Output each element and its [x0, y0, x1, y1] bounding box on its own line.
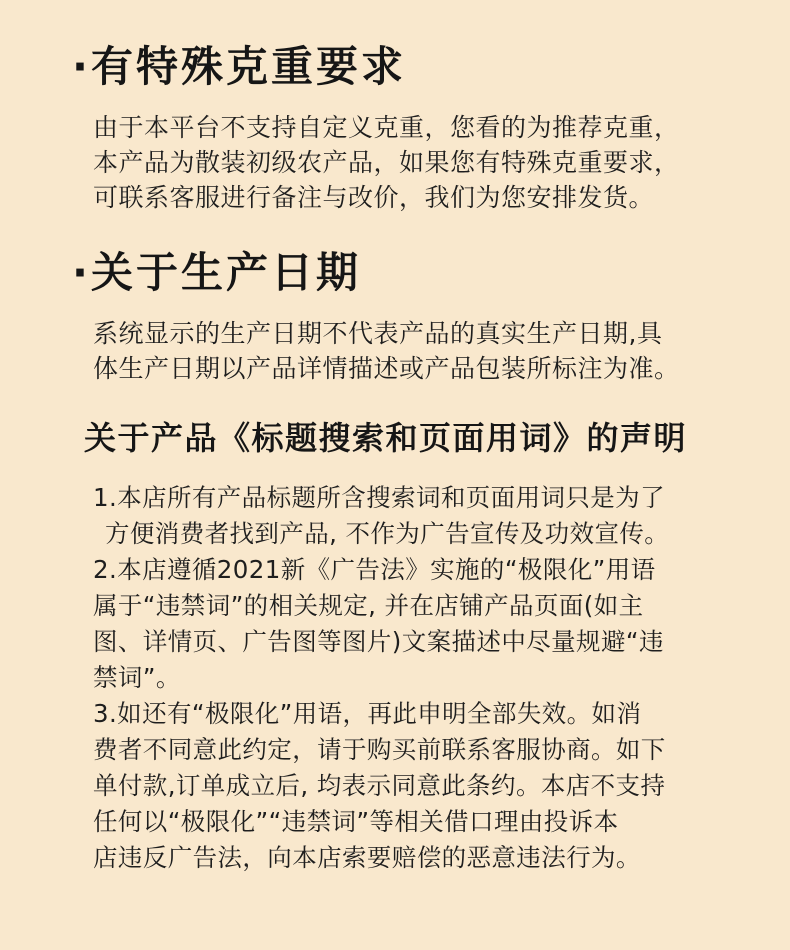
statement-line: 禁词”。	[93, 663, 181, 692]
statement-line: 单付款,订单成立后, 均表示同意此条约。本店不支持	[93, 771, 666, 800]
production-date-heading: ·关于生产日期	[72, 248, 361, 297]
paragraph-line: 由于本平台不支持自定义克重，您看的为推荐克重，	[93, 113, 680, 142]
weight-section-heading: ·有特殊克重要求	[72, 42, 406, 91]
statement-line: 店违反广告法，向本店索要赔偿的恶意违法行为。	[93, 843, 641, 872]
production-date-paragraph	[93, 316, 680, 386]
statement-line: 任何以“极限化”“违禁词”等相关借口理由投诉本	[93, 807, 619, 836]
statement-line: 1.本店所有产品标题所含搜索词和页面用词只是为了	[93, 483, 665, 512]
paragraph-line: 可联系客服进行备注与改价，我们为您安排发货。	[93, 183, 655, 212]
statement-title: 关于产品《标题搜索和页面用词》的声明	[84, 419, 688, 457]
paragraph-line: 系统显示的生产日期不代表产品的真实生产日期,具	[93, 319, 663, 348]
paragraph-line: 本产品为散装初级农产品，如果您有特殊克重要求，	[93, 148, 680, 177]
statement-line: 属于“违禁词”的相关规定, 并在店铺产品页面(如主	[93, 591, 644, 620]
statement-line: 方便消费者找到产品, 不作为广告宣传及功效宣传。	[105, 519, 670, 548]
statement-line: 图、详情页、广告图等图片)文案描述中尽量规避“违	[93, 627, 664, 656]
paragraph-line: 体生产日期以产品详情描述或产品包装所标注为准。	[93, 354, 680, 383]
weight-section-paragraph	[93, 110, 680, 215]
statement-line: 2.本店遵循2021新《广告法》实施的“极限化”用语	[93, 555, 656, 584]
statement-line: 3.如还有“极限化”用语，再此申明全部失效。如消	[93, 699, 642, 728]
statement-body	[93, 480, 669, 876]
statement-line: 费者不同意此约定，请于购买前联系客服协商。如下	[93, 735, 666, 764]
